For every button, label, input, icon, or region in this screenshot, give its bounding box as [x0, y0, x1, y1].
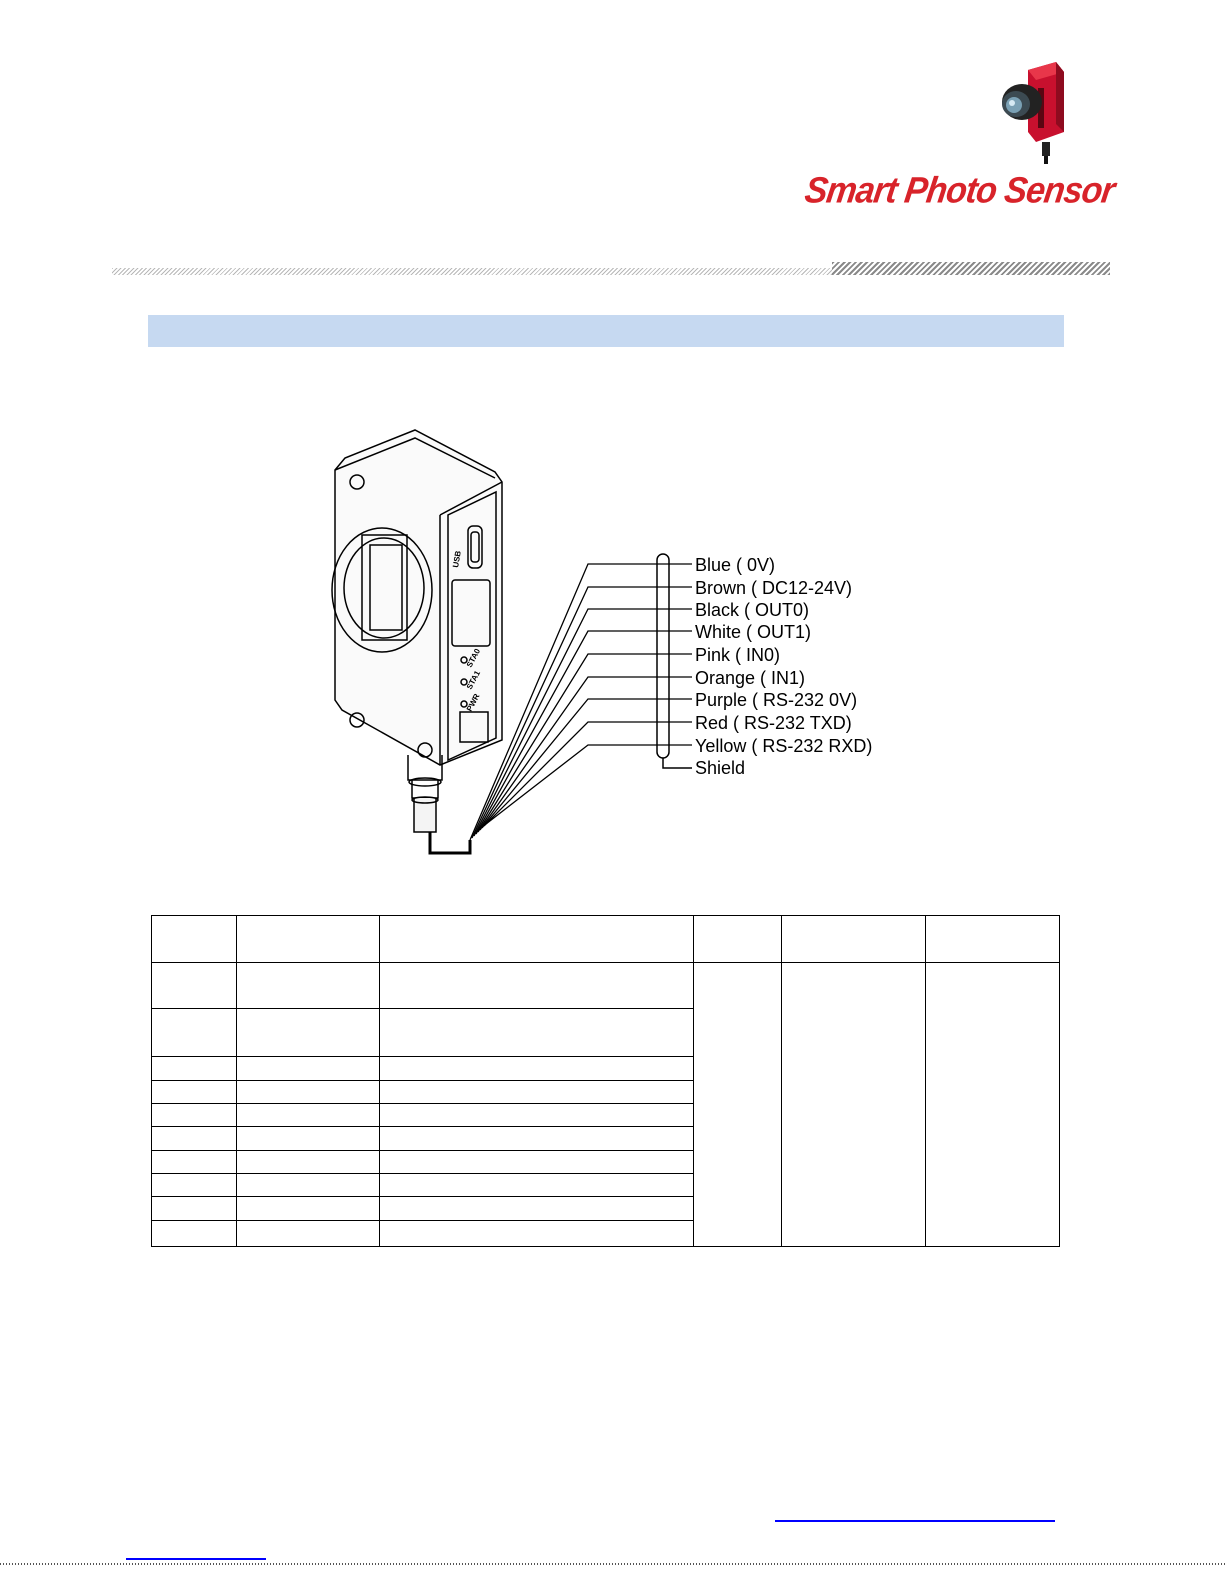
footer-link-underline[interactable]: [126, 1558, 266, 1560]
table-header-cell: [694, 916, 782, 963]
table-cell: [380, 1104, 694, 1127]
sensor-wiring-diagram: [320, 420, 920, 870]
table-cell: [380, 1057, 694, 1081]
table-cell: [237, 1057, 380, 1081]
wire-label-shield: Shield: [695, 758, 746, 778]
table-cell: [152, 1057, 237, 1081]
table-cell: [152, 1174, 237, 1197]
table-merged-cell: [926, 963, 1060, 1247]
shield-loop: [657, 554, 669, 758]
table-cell: [380, 963, 694, 1009]
pwr-led-label: PWR: [464, 692, 482, 713]
table-cell: [380, 1127, 694, 1151]
table-cell: [237, 1197, 380, 1221]
table-cell: [380, 1221, 694, 1247]
header-divider-accent: [832, 262, 1110, 275]
footer-link-underline[interactable]: [775, 1520, 1055, 1522]
table-header-row: [152, 916, 1060, 963]
wire-label-pink: Pink ( IN0): [695, 645, 781, 665]
sensor-body-drawing: [332, 430, 502, 832]
table-cell: [152, 1104, 237, 1127]
table-cell: [237, 1174, 380, 1197]
wiring-spec-table: [151, 915, 1060, 1247]
table-cell: [237, 1009, 380, 1057]
table-row: [152, 963, 1060, 1009]
table-cell: [237, 1221, 380, 1247]
table-cell: [380, 1151, 694, 1174]
wire-label-black: Black ( OUT0): [695, 600, 810, 620]
wire-label-yellow: Yellow ( RS-232 RXD): [695, 736, 873, 756]
sta0-led-label: STA0: [464, 647, 483, 669]
table-header-cell: [782, 916, 926, 963]
wire-label-brown: Brown ( DC12-24V): [695, 578, 853, 598]
table-cell: [237, 1104, 380, 1127]
table-cell: [152, 1197, 237, 1221]
table-header-cell: [152, 916, 237, 963]
table-merged-cell: [694, 963, 782, 1247]
wire-label-blue: Blue ( 0V): [695, 555, 776, 575]
table-cell: [152, 1221, 237, 1247]
table-cell: [152, 963, 237, 1009]
brand-logo-text: Smart Photo Sensor: [802, 170, 1117, 212]
table-header-cell: [926, 916, 1060, 963]
table-cell: [237, 1151, 380, 1174]
usb-port-label: USB: [451, 550, 463, 569]
sta1-led-label: STA1: [464, 669, 483, 691]
table-cell: [380, 1174, 694, 1197]
table-cell: [237, 963, 380, 1009]
table-cell: [152, 1009, 237, 1057]
footer-divider: [0, 1563, 1225, 1565]
section-heading-bar: [148, 315, 1064, 347]
table-cell: [152, 1081, 237, 1104]
table-cell: [380, 1081, 694, 1104]
table-header-cell: [380, 916, 694, 963]
wire-label-white: White ( OUT1): [695, 622, 812, 642]
table-header-cell: [237, 916, 380, 963]
table-cell: [380, 1197, 694, 1221]
wire-label-orange: Orange ( IN1): [695, 668, 806, 688]
table-cell: [237, 1127, 380, 1151]
wire-label-red: Red ( RS-232 TXD): [695, 713, 852, 733]
table-cell: [380, 1009, 694, 1057]
cable-wire-bundle: [470, 564, 692, 840]
header-divider-hatched: [112, 268, 834, 275]
table-cell: [152, 1127, 237, 1151]
wire-label-purple: Purple ( RS-232 0V): [695, 690, 858, 710]
table-cell: [152, 1151, 237, 1174]
table-merged-cell: [782, 963, 926, 1247]
sensor-product-icon: [998, 58, 1076, 166]
table-cell: [237, 1081, 380, 1104]
